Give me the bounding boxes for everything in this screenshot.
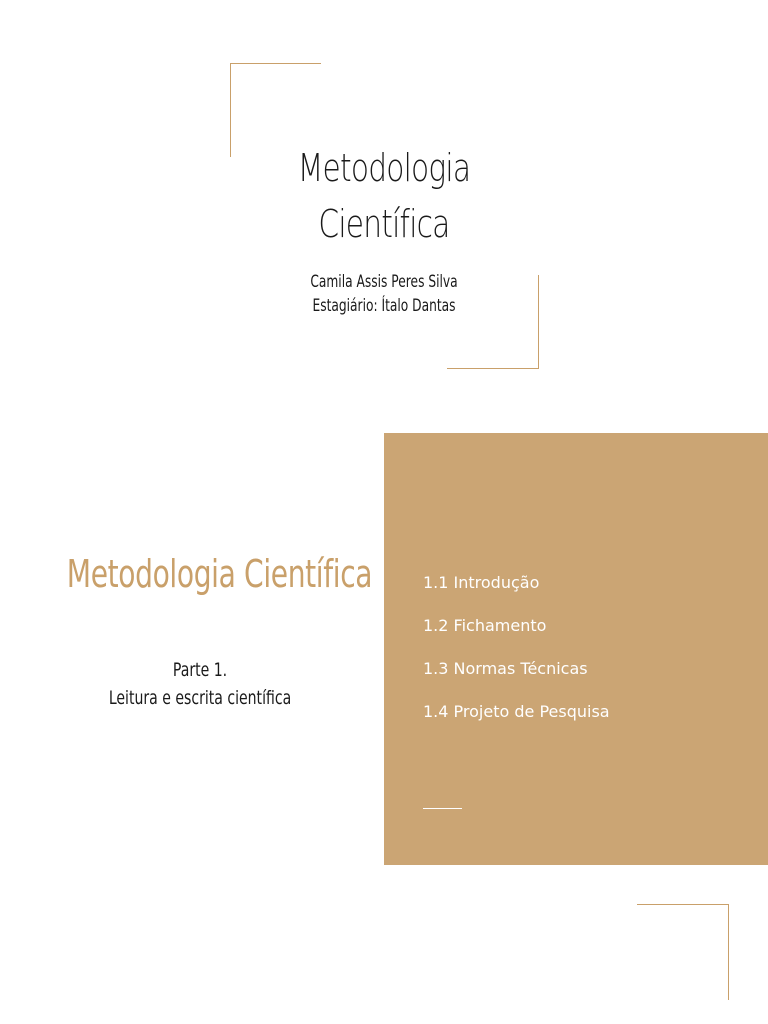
- part-label: Parte 1.: [172, 659, 228, 681]
- cover-title-line-1: Metodologia: [297, 146, 471, 190]
- toc-item-normas-tecnicas[interactable]: 1.3 Normas Técnicas: [423, 659, 588, 678]
- cover-title: [84, 140, 683, 252]
- cover-authors: [108, 270, 661, 318]
- toc-item-fichamento[interactable]: 1.2 Fichamento: [423, 616, 547, 635]
- mid-right-bracket-vertical: [538, 275, 539, 369]
- toc-item-projeto-de-pesquisa[interactable]: 1.4 Projeto de Pesquisa: [423, 702, 610, 721]
- section-subtitle: [67, 656, 333, 712]
- toc-list: [423, 561, 610, 733]
- toc-divider: [423, 808, 462, 809]
- top-left-bracket-horizontal: [230, 63, 321, 64]
- bottom-right-bracket-horizontal: [637, 904, 729, 905]
- part-subtitle: Leitura e escrita científica: [108, 687, 292, 709]
- mid-right-bracket-horizontal: [447, 368, 539, 369]
- section-title: Metodologia Científica: [66, 552, 373, 596]
- toc-panel: [384, 433, 768, 865]
- author-name: Camila Assis Peres Silva: [310, 272, 458, 292]
- intern-name: Estagiário: Ítalo Dantas: [312, 296, 456, 316]
- cover-title-line-2: Científica: [318, 202, 450, 246]
- toc-item-introducao[interactable]: 1.1 Introdução: [423, 573, 540, 592]
- bottom-right-bracket-vertical: [728, 904, 729, 1000]
